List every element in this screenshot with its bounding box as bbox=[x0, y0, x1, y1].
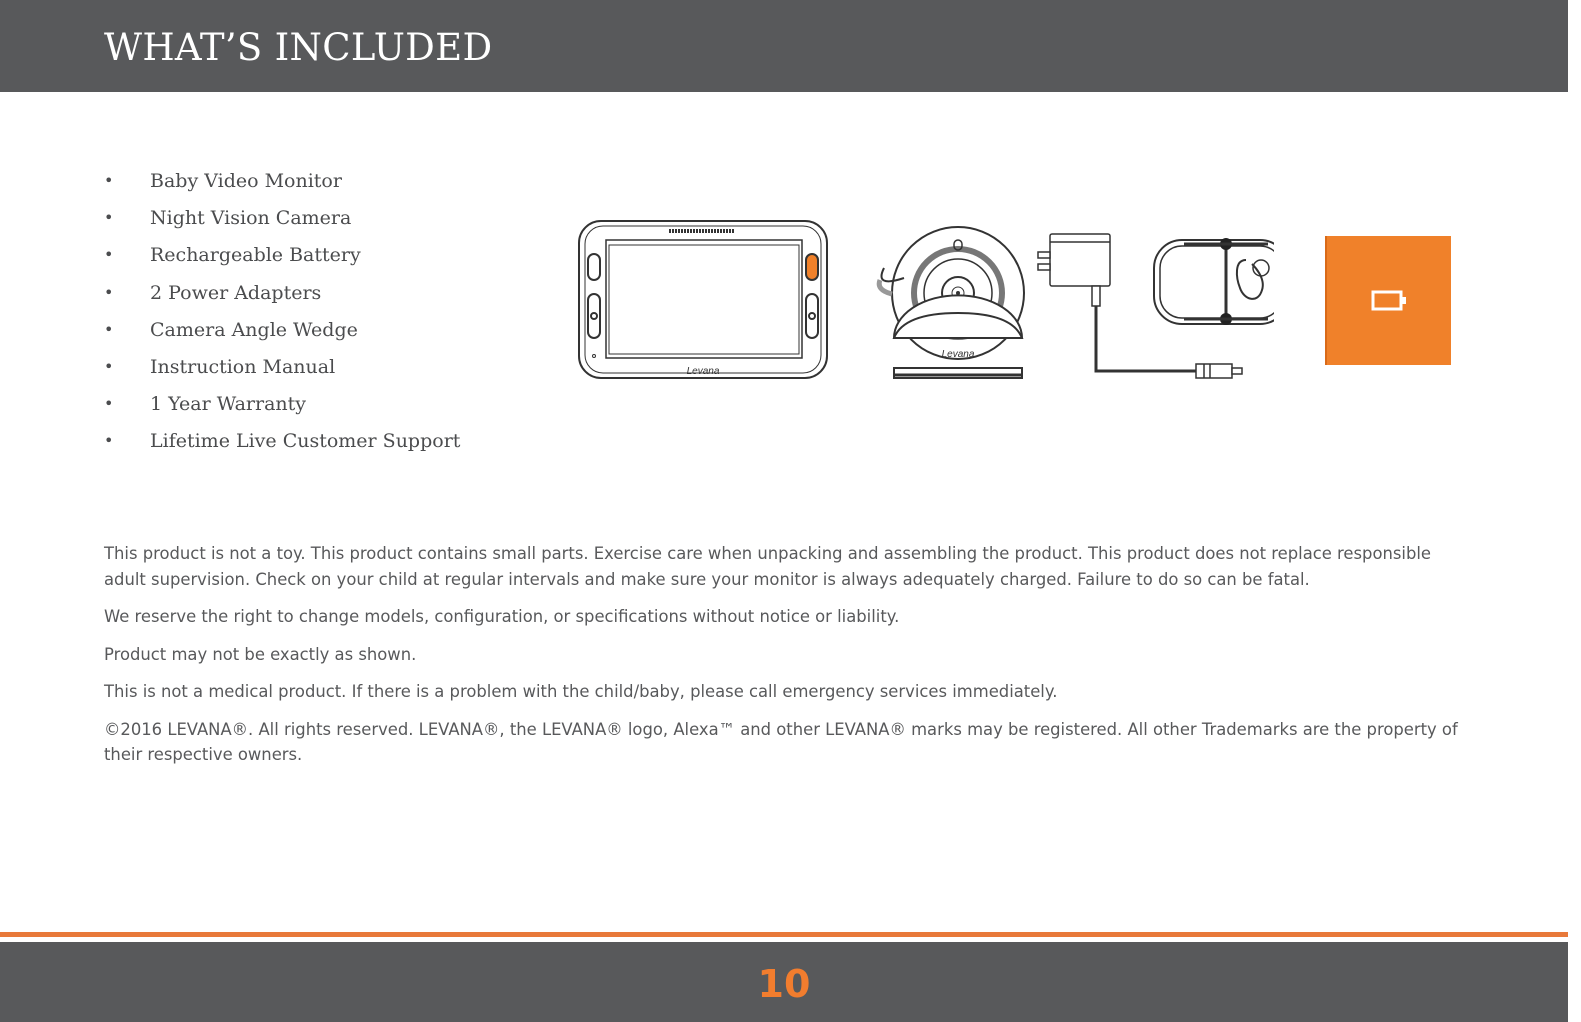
list-item bbox=[104, 276, 460, 313]
battery-panel bbox=[1325, 236, 1451, 365]
included-items-list bbox=[104, 164, 460, 462]
page-title: WHAT’S INCLUDED bbox=[104, 26, 493, 69]
baby-monitor-icon bbox=[579, 221, 827, 378]
product-appearance-notice: Product may not be exactly as shown. bbox=[104, 644, 417, 664]
bullet: • bbox=[104, 319, 114, 339]
medical-disclaimer: This is not a medical product. If there is a problem with the child/baby, please call emergency services immediately. bbox=[104, 682, 1058, 701]
bullet: • bbox=[104, 282, 114, 302]
list-item bbox=[104, 238, 460, 275]
footer-divider bbox=[0, 932, 1568, 937]
monitor-logo: Levana bbox=[686, 366, 720, 377]
camera-logo: Levana bbox=[941, 349, 975, 360]
battery-icon bbox=[1371, 289, 1407, 313]
list-item-label: 2 Power Adapters bbox=[150, 281, 322, 304]
safety-warning: This product is not a toy. This product contains small parts. Exercise care when unpacking and assembling the product. This product does not replace responsible adult supervision. Check on your child at regular intervals and make sure your monitor is always adequately charged. Failure to do so can be fatal. bbox=[104, 544, 1431, 589]
list-item-label: Lifetime Live Customer Support bbox=[150, 430, 461, 453]
bullet: • bbox=[104, 356, 114, 376]
list-item-label: Baby Video Monitor bbox=[150, 170, 342, 192]
copyright-notice: ©2016 LEVANA®. All rights reserved. LEVANA®, the LEVANA® logo, Alexa™ and other LEVANA® marks may be registered. All other Trademarks are the property of their respective owners. bbox=[104, 719, 1458, 764]
bullet: • bbox=[104, 245, 114, 265]
bullet: • bbox=[104, 431, 114, 451]
bullet: • bbox=[104, 208, 114, 228]
page-header bbox=[0, 0, 1568, 92]
list-item-label: Rechargeable Battery bbox=[150, 244, 361, 267]
product-illustration bbox=[574, 218, 1274, 388]
list-item bbox=[104, 313, 460, 350]
bullet: • bbox=[104, 394, 114, 414]
change-notice: We reserve the right to change models, configuration, or specifications without notice or liability. bbox=[104, 607, 900, 626]
camera-angle-wedge-icon bbox=[1154, 238, 1274, 325]
night-vision-camera-icon bbox=[879, 227, 1024, 378]
list-item bbox=[104, 164, 460, 201]
list-item bbox=[104, 387, 460, 424]
disclaimer-section bbox=[104, 541, 1460, 780]
list-item bbox=[104, 201, 460, 238]
bullet: • bbox=[104, 171, 114, 190]
list-item-label: Night Vision Camera bbox=[150, 207, 352, 230]
list-item-label: Instruction Manual bbox=[150, 355, 336, 378]
list-item-label: Camera Angle Wedge bbox=[150, 318, 358, 341]
power-adapter-icon bbox=[1038, 234, 1242, 378]
page-number: 10 bbox=[757, 962, 811, 1006]
list-item-label: 1 Year Warranty bbox=[150, 393, 307, 416]
list-item bbox=[104, 424, 460, 461]
list-item bbox=[104, 350, 460, 387]
